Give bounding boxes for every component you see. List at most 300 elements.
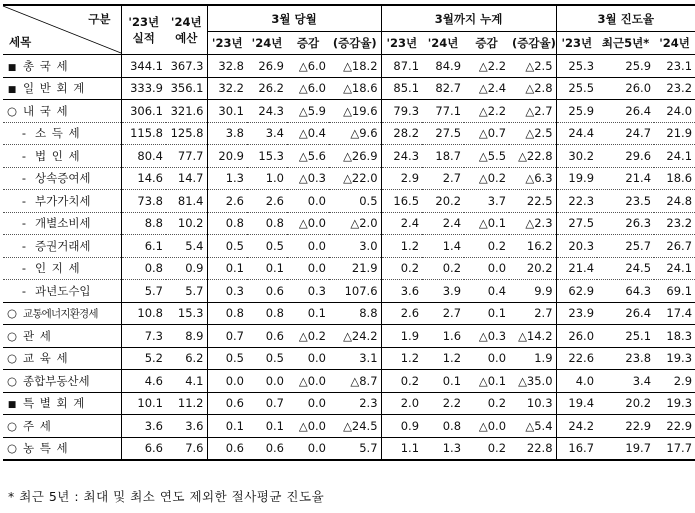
- table-cell: 23.5: [597, 190, 654, 213]
- table-cell: 8.9: [166, 325, 207, 348]
- table-cell: △2.8: [509, 77, 556, 100]
- row-marker: -: [21, 283, 27, 298]
- table-row: [3, 392, 695, 415]
- table-cell: 1.2: [422, 347, 464, 370]
- row-label: [3, 167, 121, 190]
- table-cell: 0.1: [464, 302, 509, 325]
- table-cell: △14.2: [509, 325, 556, 348]
- table-cell: 306.1: [121, 100, 166, 123]
- row-marker: ■: [7, 400, 17, 411]
- table-cell: 24.4: [556, 122, 597, 145]
- table-cell: 32.2: [207, 77, 247, 100]
- table-cell: 26.0: [556, 325, 597, 348]
- table-cell: 24.2: [556, 415, 597, 438]
- table-cell: 19.9: [556, 167, 597, 190]
- row-label: [3, 325, 121, 348]
- table-cell: 8.8: [121, 212, 166, 235]
- table-cell: 0.2: [464, 392, 509, 415]
- table-cell: △5.5: [464, 145, 509, 168]
- table-cell: 21.4: [556, 257, 597, 280]
- subheader: '24년: [251, 36, 283, 50]
- table-cell: 5.2: [121, 347, 166, 370]
- table-cell: 5.4: [166, 235, 207, 258]
- table-cell: 18.3: [654, 325, 695, 348]
- table-cell: 3.4: [597, 370, 654, 393]
- row-label: [3, 302, 121, 325]
- row-label-text: 교통에너지환경세: [23, 307, 98, 320]
- table-cell: 0.1: [247, 257, 287, 280]
- table-cell: 24.8: [654, 190, 695, 213]
- row-label-text: 인 지 세: [35, 261, 81, 276]
- table-cell: 2.4: [422, 212, 464, 235]
- table-cell: 0.9: [381, 415, 422, 438]
- table-cell: 85.1: [381, 77, 422, 100]
- subheader: '24년: [427, 36, 459, 50]
- table-cell: 3.0: [329, 235, 381, 258]
- category-header-cell: [3, 5, 121, 55]
- table-cell: 28.2: [381, 122, 422, 145]
- table-cell: 2.7: [509, 302, 556, 325]
- table-row: [3, 370, 695, 393]
- table-cell: 0.3: [207, 280, 247, 303]
- table-cell: 2.3: [329, 392, 381, 415]
- table-cell: △24.5: [329, 415, 381, 438]
- table-cell: 2.4: [381, 212, 422, 235]
- table-cell: 1.2: [381, 235, 422, 258]
- table-cell: 10.1: [121, 392, 166, 415]
- table-cell: 25.9: [597, 55, 654, 78]
- table-cell: △18.2: [329, 55, 381, 78]
- table-cell: 20.9: [207, 145, 247, 168]
- table-cell: 21.9: [329, 257, 381, 280]
- subheader: '23년: [386, 36, 418, 50]
- table-cell: △9.6: [329, 122, 381, 145]
- tax-revenue-table: [3, 4, 695, 461]
- table-cell: 24.7: [597, 122, 654, 145]
- table-cell: 26.7: [654, 235, 695, 258]
- table-cell: 7.3: [121, 325, 166, 348]
- table-cell: 19.7: [597, 437, 654, 460]
- table-cell: 1.2: [381, 347, 422, 370]
- table-cell: 0.8: [207, 212, 247, 235]
- row-label: [3, 280, 121, 303]
- header-march-cumulative: 3월까지 누계: [381, 5, 556, 32]
- table-row: [3, 280, 695, 303]
- table-cell: △2.5: [509, 55, 556, 78]
- table-cell: 0.0: [287, 347, 329, 370]
- table-cell: △0.0: [287, 415, 329, 438]
- table-cell: 2.6: [381, 302, 422, 325]
- table-cell: 6.6: [121, 437, 166, 460]
- table-cell: 21.4: [597, 167, 654, 190]
- subheader: 최근5년*: [601, 36, 650, 50]
- table-cell: 22.6: [556, 347, 597, 370]
- table-row: [3, 415, 695, 438]
- table-cell: 23.1: [654, 55, 695, 78]
- table-cell: 1.4: [422, 235, 464, 258]
- table-cell: 21.9: [654, 122, 695, 145]
- row-label-text: 상속증여세: [35, 171, 91, 186]
- table-row: [3, 257, 695, 280]
- table-row: [3, 235, 695, 258]
- table-cell: 0.1: [422, 370, 464, 393]
- table-cell: 16.7: [556, 437, 597, 460]
- table-cell: △6.3: [509, 167, 556, 190]
- table-cell: 0.5: [207, 347, 247, 370]
- row-label: [3, 257, 121, 280]
- row-label: [3, 437, 121, 460]
- table-cell: 25.3: [556, 55, 597, 78]
- row-label: [3, 212, 121, 235]
- table-cell: 3.6: [121, 415, 166, 438]
- table-cell: △19.6: [329, 100, 381, 123]
- table-cell: △0.2: [287, 325, 329, 348]
- table-cell: △2.3: [509, 212, 556, 235]
- row-marker: ○: [6, 103, 18, 118]
- table-cell: 0.3: [287, 280, 329, 303]
- table-cell: 1.9: [381, 325, 422, 348]
- row-label-text: 소 득 세: [35, 126, 81, 141]
- table-cell: 19.4: [556, 392, 597, 415]
- table-cell: 0.1: [207, 415, 247, 438]
- table-cell: 82.7: [422, 77, 464, 100]
- table-cell: 321.6: [166, 100, 207, 123]
- table-cell: 0.0: [464, 257, 509, 280]
- table-cell: 0.0: [287, 257, 329, 280]
- table-cell: 26.4: [597, 100, 654, 123]
- table-cell: △0.0: [287, 212, 329, 235]
- table-cell: 4.1: [166, 370, 207, 393]
- table-cell: 1.6: [422, 325, 464, 348]
- table-cell: 3.4: [247, 122, 287, 145]
- table-cell: 0.8: [121, 257, 166, 280]
- table-cell: 0.0: [207, 370, 247, 393]
- table-cell: 6.1: [121, 235, 166, 258]
- table-cell: 1.3: [207, 167, 247, 190]
- table-cell: 0.7: [207, 325, 247, 348]
- table-cell: 125.8: [166, 122, 207, 145]
- table-cell: 5.7: [329, 437, 381, 460]
- row-marker: ■: [7, 62, 17, 73]
- table-cell: 0.2: [381, 370, 422, 393]
- table-cell: 3.8: [207, 122, 247, 145]
- row-label: [3, 415, 121, 438]
- table-cell: △2.7: [509, 100, 556, 123]
- row-label: [3, 190, 121, 213]
- table-cell: 0.5: [329, 190, 381, 213]
- table-cell: △18.6: [329, 77, 381, 100]
- row-marker: -: [21, 171, 27, 186]
- table-row: [3, 325, 695, 348]
- table-cell: 2.6: [207, 190, 247, 213]
- table-cell: 7.6: [166, 437, 207, 460]
- table-cell: 24.5: [597, 257, 654, 280]
- row-label: [3, 55, 121, 78]
- table-cell: 30.1: [207, 100, 247, 123]
- table-cell: 23.9: [556, 302, 597, 325]
- table-row: [3, 347, 695, 370]
- table-cell: 62.9: [556, 280, 597, 303]
- row-marker: -: [21, 126, 27, 141]
- table-cell: 10.3: [509, 392, 556, 415]
- table-row: [3, 212, 695, 235]
- table-cell: 0.0: [287, 190, 329, 213]
- subheader: (증감율): [329, 32, 381, 55]
- table-cell: 0.0: [287, 235, 329, 258]
- table-cell: 0.6: [247, 325, 287, 348]
- table-cell: 14.6: [121, 167, 166, 190]
- table-cell: 81.4: [166, 190, 207, 213]
- table-cell: 77.1: [422, 100, 464, 123]
- table-cell: 0.7: [247, 392, 287, 415]
- table-cell: 26.9: [247, 55, 287, 78]
- table-cell: 0.1: [287, 302, 329, 325]
- table-cell: 3.9: [422, 280, 464, 303]
- table-cell: 80.4: [121, 145, 166, 168]
- table-cell: 0.1: [247, 415, 287, 438]
- table-cell: 24.0: [654, 100, 695, 123]
- table-cell: 0.5: [247, 235, 287, 258]
- table-cell: △0.1: [464, 370, 509, 393]
- table-cell: 2.9: [654, 370, 695, 393]
- table-cell: 87.1: [381, 55, 422, 78]
- row-marker: ○: [6, 418, 18, 433]
- table-row: [3, 100, 695, 123]
- table-cell: 26.0: [597, 77, 654, 100]
- table-cell: 18.6: [654, 167, 695, 190]
- table-cell: 22.5: [509, 190, 556, 213]
- table-cell: 4.0: [556, 370, 597, 393]
- table-cell: △6.0: [287, 55, 329, 78]
- table-cell: 25.5: [556, 77, 597, 100]
- row-marker: -: [21, 261, 27, 276]
- table-cell: 356.1: [166, 77, 207, 100]
- table-cell: 16.2: [509, 235, 556, 258]
- table-cell: 22.9: [597, 415, 654, 438]
- row-label-text: 농 특 세: [23, 441, 69, 456]
- table-cell: 25.9: [556, 100, 597, 123]
- table-cell: 64.3: [597, 280, 654, 303]
- footnote: * 최근 5년 : 최대 및 최소 연도 제외한 절사평균 진도율: [8, 489, 325, 504]
- table-cell: 26.4: [597, 302, 654, 325]
- table-row: [3, 145, 695, 168]
- table-cell: 2.7: [422, 167, 464, 190]
- table-cell: 8.8: [329, 302, 381, 325]
- table-cell: 27.5: [422, 122, 464, 145]
- table-cell: 24.1: [654, 145, 695, 168]
- table-cell: △0.4: [287, 122, 329, 145]
- row-marker: ○: [6, 373, 18, 388]
- table-cell: 20.2: [509, 257, 556, 280]
- row-marker: ○: [6, 441, 18, 456]
- row-marker: ■: [7, 85, 17, 96]
- table-cell: 22.8: [509, 437, 556, 460]
- subheader: 증감: [475, 36, 498, 50]
- row-marker: -: [21, 193, 27, 208]
- header-24-budget: '24년 예산: [166, 5, 207, 55]
- table-cell: 0.2: [464, 235, 509, 258]
- row-marker: ○: [6, 351, 18, 366]
- table-cell: △0.0: [464, 415, 509, 438]
- table-cell: 69.1: [654, 280, 695, 303]
- header-march-month: 3월 당월: [207, 5, 381, 32]
- table-cell: 3.1: [329, 347, 381, 370]
- table-cell: 16.5: [381, 190, 422, 213]
- table-cell: 22.3: [556, 190, 597, 213]
- table-cell: 107.6: [329, 280, 381, 303]
- table-cell: 27.5: [556, 212, 597, 235]
- table-cell: 3.6: [381, 280, 422, 303]
- row-label-text: 증권거래세: [35, 238, 91, 253]
- row-label-text: 과년도수입: [35, 283, 91, 298]
- table-cell: 5.7: [121, 280, 166, 303]
- table-cell: 11.2: [166, 392, 207, 415]
- subheader: 증감: [296, 36, 320, 50]
- table-cell: △0.3: [287, 167, 329, 190]
- table-cell: △22.0: [329, 167, 381, 190]
- table-cell: △0.2: [464, 167, 509, 190]
- table-cell: 0.1: [207, 257, 247, 280]
- subheader: (증감율): [509, 32, 556, 55]
- subheader: '24년: [659, 36, 690, 50]
- subheader: '23년: [561, 36, 593, 50]
- table-cell: 25.7: [597, 235, 654, 258]
- header-row-1: [3, 5, 695, 32]
- subheader: '23년: [211, 36, 243, 50]
- table-cell: 0.0: [287, 437, 329, 460]
- table-cell: 24.1: [654, 257, 695, 280]
- table-row: [3, 77, 695, 100]
- table-cell: 2.9: [381, 167, 422, 190]
- row-label: [3, 145, 121, 168]
- table-cell: 14.7: [166, 167, 207, 190]
- row-label-text: 법 인 세: [35, 148, 81, 163]
- table-cell: 0.5: [207, 235, 247, 258]
- table-cell: △2.0: [329, 212, 381, 235]
- table-cell: 1.3: [422, 437, 464, 460]
- row-label-text: 특 별 회 계: [23, 396, 86, 411]
- table-cell: △2.5: [509, 122, 556, 145]
- header-23-actual: '23년 실적: [128, 15, 160, 45]
- table-cell: △5.9: [287, 100, 329, 123]
- table-cell: 17.4: [654, 302, 695, 325]
- table-cell: 29.6: [597, 145, 654, 168]
- row-marker: ○: [6, 305, 18, 320]
- table-row: [3, 167, 695, 190]
- table-cell: △5.6: [287, 145, 329, 168]
- row-marker: -: [21, 216, 27, 231]
- category-label-top: 구분: [88, 12, 111, 26]
- table-cell: 20.2: [597, 392, 654, 415]
- table-cell: 23.2: [654, 212, 695, 235]
- table-cell: 77.7: [166, 145, 207, 168]
- table-cell: 23.2: [654, 77, 695, 100]
- table-row: [3, 55, 695, 78]
- table-cell: 0.0: [464, 347, 509, 370]
- row-marker: ○: [6, 328, 18, 343]
- table-cell: △5.4: [509, 415, 556, 438]
- table-row: [3, 437, 695, 460]
- table-cell: 0.8: [247, 302, 287, 325]
- table-cell: 115.8: [121, 122, 166, 145]
- table-cell: 0.4: [464, 280, 509, 303]
- table-row: [3, 190, 695, 213]
- row-label: [3, 370, 121, 393]
- row-label: [3, 392, 121, 415]
- table-cell: △35.0: [509, 370, 556, 393]
- table-cell: 3.6: [166, 415, 207, 438]
- table-cell: 73.8: [121, 190, 166, 213]
- table-cell: 4.6: [121, 370, 166, 393]
- table-cell: 0.2: [464, 437, 509, 460]
- table-cell: 344.1: [121, 55, 166, 78]
- table-cell: 79.3: [381, 100, 422, 123]
- table-cell: △24.2: [329, 325, 381, 348]
- tax-revenue-table-container: [3, 4, 693, 461]
- table-cell: 23.8: [597, 347, 654, 370]
- table-cell: △26.9: [329, 145, 381, 168]
- table-cell: △6.0: [287, 77, 329, 100]
- table-cell: 0.6: [247, 437, 287, 460]
- table-cell: 84.9: [422, 55, 464, 78]
- table-cell: 0.0: [287, 392, 329, 415]
- table-cell: 3.7: [464, 190, 509, 213]
- row-label-text: 일 반 회 계: [23, 81, 86, 96]
- table-cell: 0.8: [422, 415, 464, 438]
- table-cell: 2.6: [247, 190, 287, 213]
- table-cell: 9.9: [509, 280, 556, 303]
- table-cell: 18.7: [422, 145, 464, 168]
- table-cell: 0.8: [247, 212, 287, 235]
- table-cell: 2.7: [422, 302, 464, 325]
- table-body: [3, 55, 695, 461]
- table-cell: 32.8: [207, 55, 247, 78]
- table-cell: △2.4: [464, 77, 509, 100]
- table-cell: 26.2: [247, 77, 287, 100]
- row-marker: -: [21, 238, 27, 253]
- row-label-text: 종합부동산세: [23, 373, 90, 388]
- table-cell: 15.3: [247, 145, 287, 168]
- table-row: [3, 122, 695, 145]
- table-cell: △0.7: [464, 122, 509, 145]
- row-label: [3, 235, 121, 258]
- table-cell: 0.6: [207, 392, 247, 415]
- table-cell: 25.1: [597, 325, 654, 348]
- table-cell: 22.9: [654, 415, 695, 438]
- header-march-progress: 3월 진도율: [556, 5, 695, 32]
- table-cell: 0.5: [247, 347, 287, 370]
- row-label-text: 교 육 세: [23, 351, 69, 366]
- table-cell: 0.8: [207, 302, 247, 325]
- table-cell: 20.2: [422, 190, 464, 213]
- table-cell: 30.2: [556, 145, 597, 168]
- table-cell: 19.3: [654, 392, 695, 415]
- table-cell: 0.2: [422, 257, 464, 280]
- table-cell: 2.2: [422, 392, 464, 415]
- row-label-text: 부가가치세: [35, 193, 91, 208]
- table-cell: 333.9: [121, 77, 166, 100]
- category-label-bottom: 세목: [9, 35, 32, 49]
- table-cell: 15.3: [166, 302, 207, 325]
- table-cell: △0.3: [464, 325, 509, 348]
- table-cell: △0.1: [464, 212, 509, 235]
- table-cell: 0.6: [247, 280, 287, 303]
- row-label: [3, 347, 121, 370]
- row-label-text: 개별소비세: [35, 216, 91, 231]
- table-cell: 26.3: [597, 212, 654, 235]
- table-cell: 5.7: [166, 280, 207, 303]
- table-cell: 0.9: [166, 257, 207, 280]
